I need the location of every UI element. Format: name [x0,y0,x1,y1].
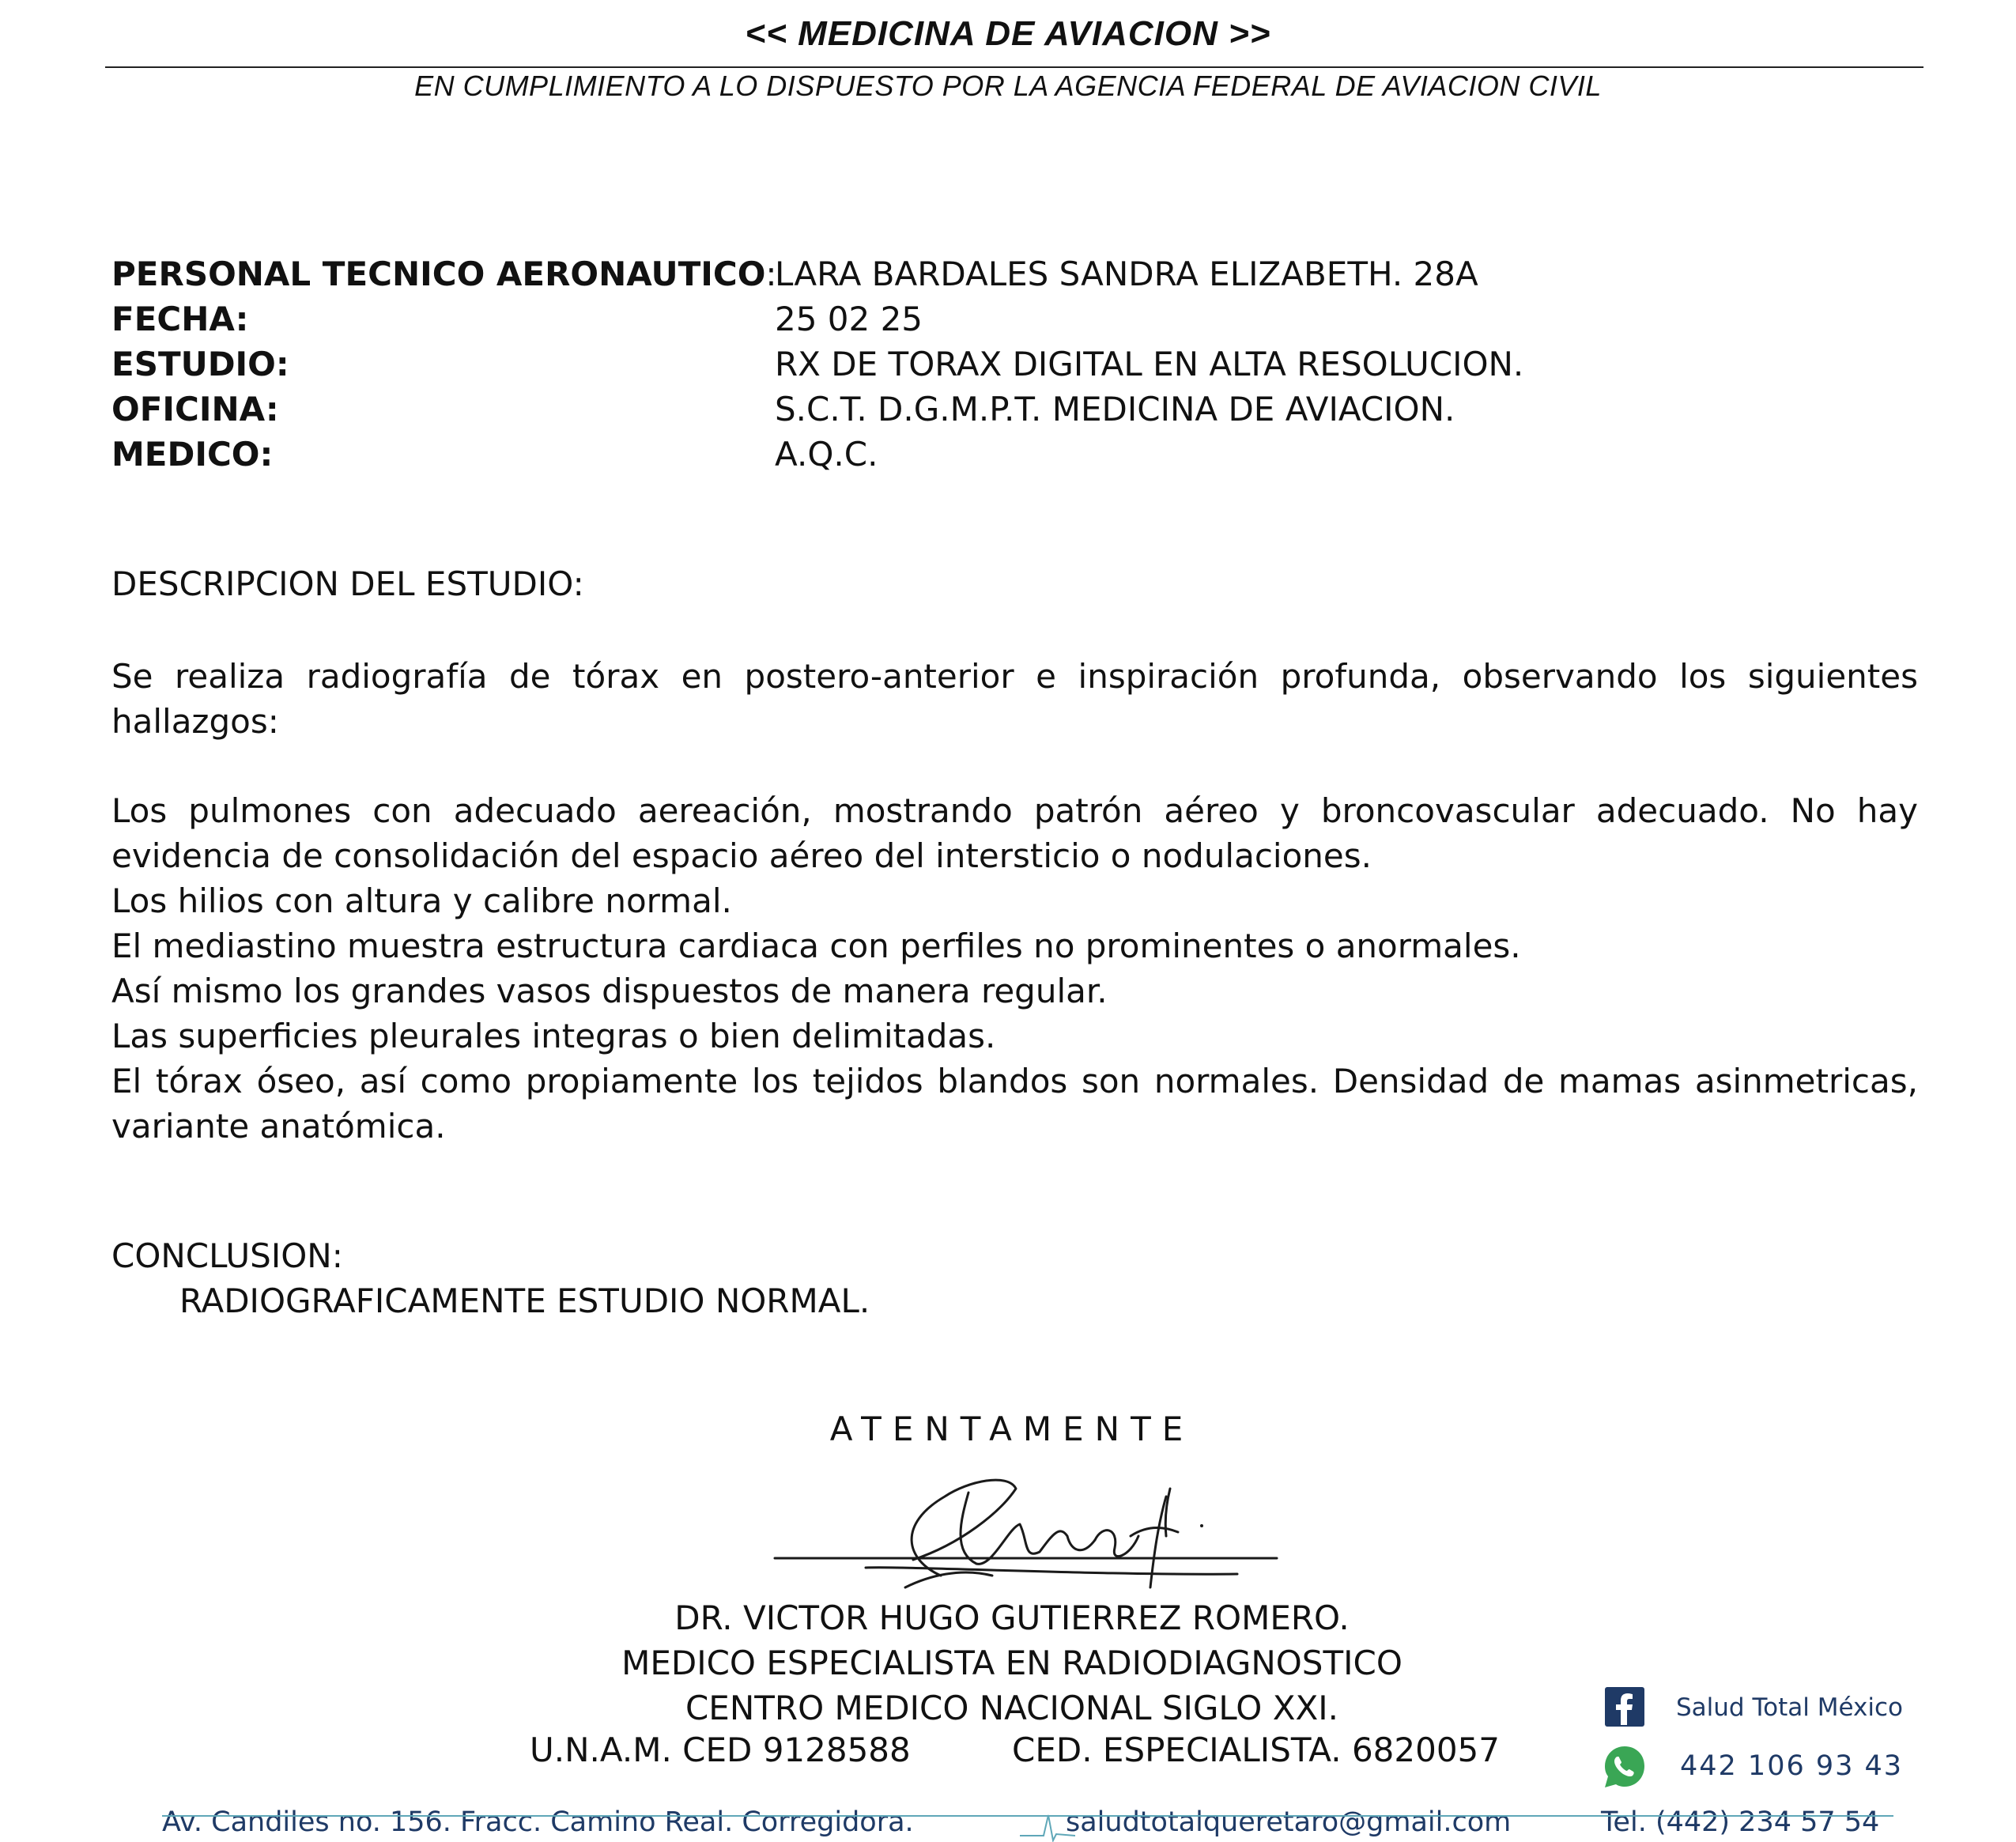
doctor-name: DR. VICTOR HUGO GUTIERREZ ROMERO. [674,1599,1350,1637]
oficina-value: S.C.T. D.G.M.P.T. MEDICINA DE AVIACION. [775,390,1455,428]
intro-text: Se realiza radiografía de tórax en postero-anterior e inspiración profunda, observando los siguientes hallazgos: [111,657,1918,741]
findings-list [111,788,1918,1149]
footer-address: Av. Candiles no. 156. Fracc. Camino Real. Corregidora. [162,1806,914,1838]
personal-value: LARA BARDALES SANDRA ELIZABETH. 28A [775,255,1478,293]
fecha-value: 25 02 25 [775,300,923,338]
estudio-value: RX DE TORAX DIGITAL EN ALTA RESOLUCION. [775,345,1524,383]
finding-item: El tórax óseo, así como propiamente los tejidos blandos son normales. Densidad de mamas asinmetricas, variante anatómica. [111,1062,1918,1146]
footer-phone[interactable]: Tel. (442) 234 57 54 [1601,1806,1880,1838]
estudio-label: ESTUDIO: [111,345,289,383]
description-heading: DESCRIPCION DEL ESTUDIO: [111,564,584,603]
closing-text: ATENTAMENTE [829,1410,1195,1448]
whatsapp-icon[interactable] [1600,1742,1649,1791]
handwritten-signature [771,1457,1293,1599]
finding-item: Los pulmones con adecuado aereación, mostrando patrón aéreo y broncovascular adecuado. No hay evidencia de consolidación del espacio aéreo del intersticio o nodulaciones. [111,791,1918,875]
facebook-label[interactable]: Salud Total México [1676,1693,1903,1722]
personal-label: PERSONAL TECNICO AERONAUTICO: [111,255,777,293]
oficina-label: OFICINA: [111,390,279,428]
conclusion-heading: CONCLUSION: [111,1236,343,1275]
header-divider [105,66,1924,68]
doctor-ced: U.N.A.M. CED 9128588 [530,1731,911,1769]
description-intro [111,654,1918,744]
footer-divider [162,1815,1893,1817]
footer-email[interactable]: saludtotalqueretaro@gmail.com [1066,1806,1512,1838]
whatsapp-number[interactable]: 442 106 93 43 [1680,1750,1904,1782]
doctor-ced-especialista: CED. ESPECIALISTA. 6820057 [1012,1731,1500,1769]
conclusion-text: RADIOGRAFICAMENTE ESTUDIO NORMAL. [179,1281,870,1320]
facebook-icon[interactable] [1605,1687,1644,1727]
document-subtitle: EN CUMPLIMIENTO A LO DISPUESTO POR LA AGENCIA FEDERAL DE AVIACION CIVIL [414,70,1602,102]
finding-item: El mediastino muestra estructura cardiaca con perfiles no prominentes o anormales. [111,927,1521,965]
medico-value: A.Q.C. [775,435,878,474]
finding-item: Los hilios con altura y calibre normal. [111,881,732,920]
doctor-specialty: MEDICO ESPECIALISTA EN RADIODIAGNOSTICO [621,1644,1403,1682]
document-title: << MEDICINA DE AVIACION >> [745,14,1271,53]
finding-item: Las superficies pleurales integras o bien delimitadas. [111,1017,996,1055]
medico-label: MEDICO: [111,435,274,474]
doctor-institution: CENTRO MEDICO NACIONAL SIGLO XXI. [685,1689,1339,1727]
fecha-label: FECHA: [111,300,249,338]
finding-item: Así mismo los grandes vasos dispuestos de manera regular. [111,972,1108,1010]
